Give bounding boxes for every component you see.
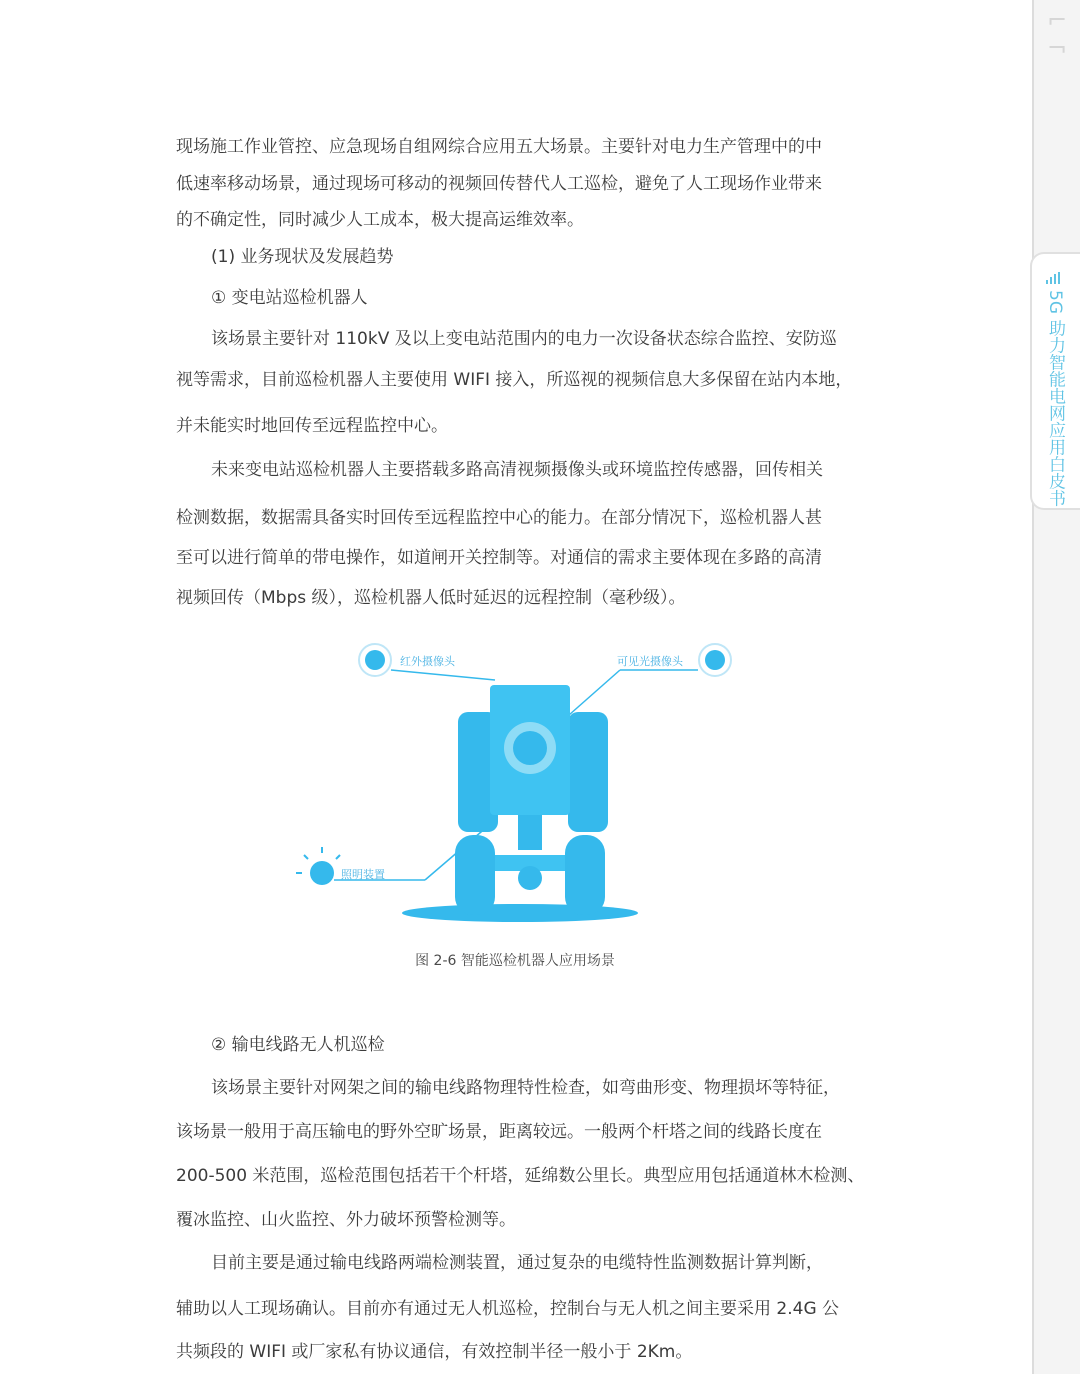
label-visible-camera: 可见光摄像头 (617, 655, 683, 668)
corner-decoration: ⌐ ¬ (1046, 6, 1068, 62)
robot-figure (290, 630, 750, 940)
signal-icon (1046, 272, 1060, 284)
paragraph-line: 至可以进行简单的带电操作，如道闸开关控制等。对通信的需求主要体现在多路的高清 (176, 548, 822, 568)
paragraph-line: 的不确定性，同时减少人工成本，极大提高运维效率。 (176, 210, 584, 230)
paragraph-line: 并未能实时地回传至远程监控中心。 (176, 416, 448, 436)
robot-illustration (290, 630, 750, 940)
paragraph-line: 视等需求，目前巡检机器人主要使用 WIFI 接入，所巡视的视频信息大多保留在站内本地， (176, 370, 853, 390)
paragraph-line: 覆冰监控、山火监控、外力破坏预警检测等。 (176, 1210, 516, 1230)
paragraph-line: 该场景一般用于高压输电的野外空旷场景，距离较远。一般两个杆塔之间的线路长度在 (176, 1122, 822, 1142)
paragraph-line: 该场景主要针对网架之间的输电线路物理特性检查，如弯曲形变、物理损坏等特征， (211, 1078, 840, 1098)
label-lighting-device: 照明装置 (341, 868, 385, 881)
label-infrared-camera: 红外摄像头 (400, 655, 455, 668)
paragraph-line: 检测数据，数据需具备实时回传至远程监控中心的能力。在部分情况下，巡检机器人甚 (176, 508, 822, 528)
section-heading: (1) 业务现状及发展趋势 (211, 247, 394, 267)
figure-caption: 图 2-6 智能巡检机器人应用场景 (415, 953, 615, 969)
paragraph-line: 该场景主要针对 110kV 及以上变电站范围内的电力一次设备状态综合监控、安防巡 (211, 329, 837, 349)
paragraph-line: 目前主要是通过输电线路两端检测装置，通过复杂的电缆特性监测数据计算判断， (211, 1253, 823, 1273)
side-tab (1030, 252, 1080, 510)
paragraph-line: 现场施工作业管控、应急现场自组网综合应用五大场景。主要针对电力生产管理中的中 (176, 137, 822, 157)
paragraph-line: 200-500 米范围，巡检范围包括若干个杆塔，延绵数公里长。典型应用包括通道林木检测、 (176, 1166, 865, 1186)
paragraph-line: 共频段的 WIFI 或厂家私有协议通信，有效控制半径一般小于 2Km。 (176, 1342, 693, 1362)
subsection-heading: ① 变电站巡检机器人 (211, 288, 368, 308)
paragraph-line: 视频回传（Mbps 级），巡检机器人低时延迟的远程控制（毫秒级）。 (176, 588, 686, 608)
paragraph-line: 低速率移动场景，通过现场可移动的视频回传替代人工巡检，避免了人工现场作业带来 (176, 174, 822, 194)
paragraph-line: 未来变电站巡检机器人主要搭载多路高清视频摄像头或环境监控传感器，回传相关 (211, 460, 823, 480)
page-edge (1032, 0, 1080, 1374)
paragraph-line: 辅助以人工现场确认。目前亦有通过无人机巡检，控制台与无人机之间主要采用 2.4G 公 (176, 1299, 840, 1319)
side-tab-title: 5G 助力智能电网应用白皮书 (1045, 290, 1065, 507)
subsection-heading: ② 输电线路无人机巡检 (211, 1035, 385, 1055)
